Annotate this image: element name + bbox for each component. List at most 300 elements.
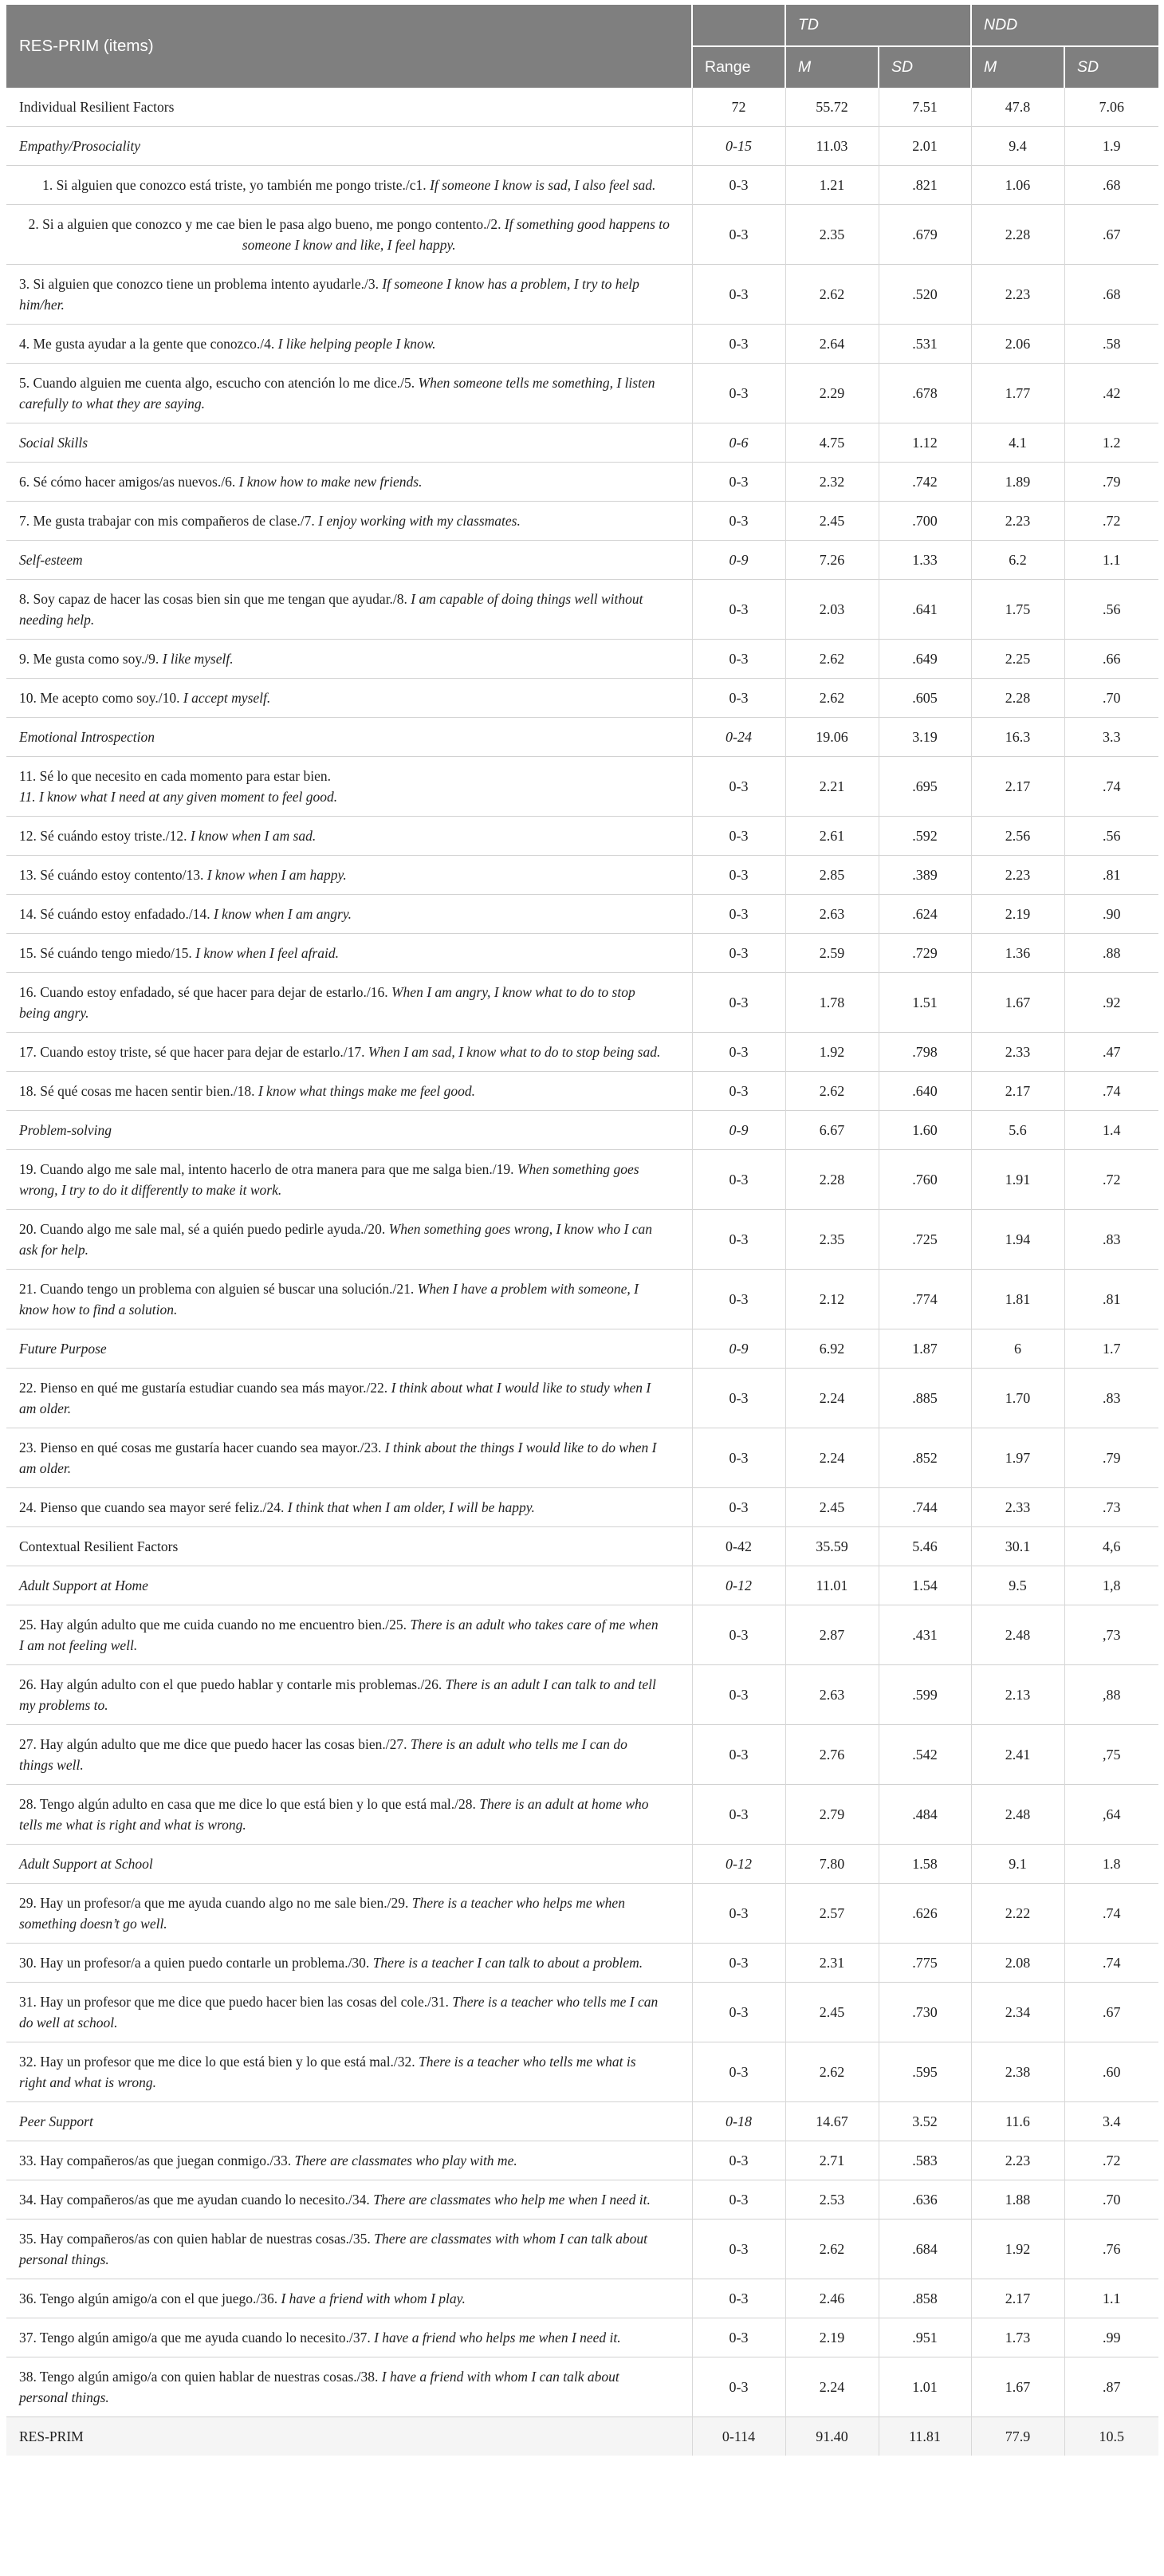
- item-cell: [6, 1210, 692, 1270]
- item-text-english: I have a friend with whom I can talk about personal things.: [19, 2369, 619, 2405]
- ndd-mean-cell: 2.17: [971, 757, 1064, 817]
- range-cell: 0-3: [692, 2279, 785, 2318]
- ndd-sd-cell: .67: [1064, 1983, 1158, 2042]
- item-text-english: There is a teacher who helps me when something doesn’t go well.: [19, 1895, 625, 1932]
- ndd-mean-cell: 1.89: [971, 463, 1064, 502]
- item-text-english: If someone I know has a problem, I try to help him/her.: [19, 276, 639, 313]
- td-sd-cell: .595: [879, 2042, 971, 2102]
- table-row: [6, 166, 1158, 205]
- item-cell: [6, 1665, 692, 1725]
- item-text-spanish: 15. Sé cuándo tengo miedo/15.: [19, 945, 192, 961]
- item-text-english: There is an adult who tells me I can do things well.: [19, 1736, 627, 1773]
- item-text-english: When I am sad, I know what to do to stop being sad.: [368, 1044, 661, 1060]
- table-row: [6, 541, 1158, 580]
- item-cell: [6, 1983, 692, 2042]
- ndd-mean-cell: 30.1: [971, 1527, 1064, 1566]
- range-cell: 0-3: [692, 463, 785, 502]
- ndd-mean-cell: 1.70: [971, 1369, 1064, 1428]
- td-mean-cell: 1.78: [785, 973, 879, 1033]
- ndd-sd-cell: .68: [1064, 166, 1158, 205]
- item-cell: [6, 325, 692, 364]
- range-cell: 0-3: [692, 1983, 785, 2042]
- table-row: [6, 895, 1158, 934]
- table-row: [6, 1884, 1158, 1944]
- item-cell: [6, 2042, 692, 2102]
- ndd-mean-cell: 2.08: [971, 1944, 1064, 1983]
- ndd-mean-cell: 2.38: [971, 2042, 1064, 2102]
- td-mean-cell: 2.53: [785, 2180, 879, 2220]
- range-cell: 0-3: [692, 1150, 785, 1210]
- item-cell: [6, 1785, 692, 1845]
- ndd-mean-cell: 2.22: [971, 1884, 1064, 1944]
- ndd-mean-cell: 2.23: [971, 265, 1064, 325]
- td-mean-cell: 2.29: [785, 364, 879, 423]
- item-cell: [6, 2318, 692, 2357]
- item-text-english: I know when I am sad.: [190, 828, 317, 844]
- ndd-sd-cell: 1.1: [1064, 541, 1158, 580]
- ndd-mean-cell: 1.75: [971, 580, 1064, 640]
- td-mean-cell: 2.61: [785, 817, 879, 856]
- ndd-mean-cell: 1.06: [971, 166, 1064, 205]
- item-text-english: There is an adult who takes care of me when I am not feeling well.: [19, 1617, 659, 1653]
- table-row: [6, 1033, 1158, 1072]
- item-text-english: When I have a problem with someone, I know how to find a solution.: [19, 1281, 639, 1318]
- item-cell: [6, 2357, 692, 2417]
- ndd-sd-cell: .70: [1064, 2180, 1158, 2220]
- td-sd-cell: .641: [879, 580, 971, 640]
- table-row: [6, 2042, 1158, 2102]
- ndd-mean-cell: 9.1: [971, 1845, 1064, 1884]
- item-text-english: When something goes wrong, I know who I can ask for help.: [19, 1221, 652, 1258]
- td-mean-cell: 2.76: [785, 1725, 879, 1785]
- td-sd-cell: 3.19: [879, 718, 971, 757]
- item-text-english: I know how to make new friends.: [238, 474, 423, 490]
- td-mean-cell: 2.64: [785, 325, 879, 364]
- table-row: [6, 1785, 1158, 1845]
- td-sd-cell: 1.01: [879, 2357, 971, 2417]
- ndd-sd-cell: .60: [1064, 2042, 1158, 2102]
- table-row: [6, 1665, 1158, 1725]
- td-mean-cell: 2.35: [785, 1210, 879, 1270]
- item-text-english: When something goes wrong, I try to do it differently to make it work.: [19, 1161, 639, 1198]
- subscale-label: Self-esteem: [6, 541, 692, 580]
- ndd-mean-cell: 2.48: [971, 1605, 1064, 1665]
- item-cell: [6, 2180, 692, 2220]
- range-cell: 0-3: [692, 364, 785, 423]
- item-text-spanish: 3. Si alguien que conozco tiene un problema intento ayudarle./3.: [19, 276, 379, 292]
- td-sd-cell: .852: [879, 1428, 971, 1488]
- ndd-sd-cell: .68: [1064, 265, 1158, 325]
- ndd-sd-cell: .81: [1064, 856, 1158, 895]
- item-text-spanish: 37. Tengo algún amigo/a que me ayuda cuando lo necesito./37.: [19, 2330, 371, 2346]
- td-sd-cell: 1.54: [879, 1566, 971, 1605]
- item-text-english: If something good happens to someone I know and like, I feel happy.: [242, 216, 670, 253]
- item-text-english: There are classmates who play with me.: [294, 2153, 517, 2168]
- range-cell: 0-18: [692, 2102, 785, 2141]
- range-cell: 0-42: [692, 1527, 785, 1566]
- table-row: [6, 325, 1158, 364]
- td-mean-cell: 2.24: [785, 2357, 879, 2417]
- item-text-english: There are classmates who help me when I need it.: [373, 2192, 651, 2208]
- ndd-sd-cell: .83: [1064, 1210, 1158, 1270]
- table-row: [6, 757, 1158, 817]
- ndd-sd-cell: .81: [1064, 1270, 1158, 1329]
- ndd-mean-cell: 1.91: [971, 1150, 1064, 1210]
- table-row: [6, 2141, 1158, 2180]
- item-text-spanish: 22. Pienso en qué me gustaría estudiar cuando sea más mayor./22.: [19, 1380, 388, 1396]
- td-mean-cell: 2.28: [785, 1150, 879, 1210]
- td-mean-cell: 14.67: [785, 2102, 879, 2141]
- header-group-ndd: NDD: [971, 5, 1158, 46]
- range-cell: 0-6: [692, 423, 785, 463]
- item-cell: [6, 463, 692, 502]
- range-cell: 0-3: [692, 1725, 785, 1785]
- ndd-mean-cell: 2.56: [971, 817, 1064, 856]
- range-cell: 0-3: [692, 265, 785, 325]
- td-mean-cell: 19.06: [785, 718, 879, 757]
- item-text-spanish: 17. Cuando estoy triste, sé que hacer para dejar de estarlo./17.: [19, 1044, 365, 1060]
- td-mean-cell: 2.35: [785, 205, 879, 265]
- item-cell: [6, 856, 692, 895]
- ndd-sd-cell: .72: [1064, 502, 1158, 541]
- ndd-mean-cell: 2.23: [971, 856, 1064, 895]
- ndd-mean-cell: 47.8: [971, 88, 1064, 127]
- ndd-sd-cell: .83: [1064, 1369, 1158, 1428]
- table-row: [6, 1210, 1158, 1270]
- td-sd-cell: .624: [879, 895, 971, 934]
- item-text-english: When I am angry, I know what to do to stop being angry.: [19, 984, 635, 1021]
- ndd-sd-cell: .88: [1064, 934, 1158, 973]
- subscale-label: Peer Support: [6, 2102, 692, 2141]
- td-mean-cell: 2.45: [785, 1488, 879, 1527]
- ndd-mean-cell: 2.33: [971, 1488, 1064, 1527]
- range-cell: 0-12: [692, 1566, 785, 1605]
- item-text-spanish: 4. Me gusta ayudar a la gente que conozco./4.: [19, 336, 275, 352]
- range-cell: 0-3: [692, 502, 785, 541]
- item-cell: [6, 1270, 692, 1329]
- range-cell: 0-3: [692, 580, 785, 640]
- td-sd-cell: .798: [879, 1033, 971, 1072]
- td-sd-cell: 1.51: [879, 973, 971, 1033]
- td-mean-cell: 2.62: [785, 640, 879, 679]
- td-mean-cell: 1.21: [785, 166, 879, 205]
- td-sd-cell: .640: [879, 1072, 971, 1111]
- table-row: [6, 423, 1158, 463]
- range-cell: 0-3: [692, 1944, 785, 1983]
- table-row: [6, 1725, 1158, 1785]
- range-cell: 0-3: [692, 2180, 785, 2220]
- item-text-english: When someone tells me something, I listen carefully to what they are saying.: [19, 375, 655, 412]
- item-cell: [6, 817, 692, 856]
- item-text-english: There is a teacher I can talk to about a problem.: [372, 1955, 643, 1971]
- td-mean-cell: 11.03: [785, 127, 879, 166]
- ndd-mean-cell: 2.48: [971, 1785, 1064, 1845]
- table-row: [6, 1605, 1158, 1665]
- range-cell: 0-12: [692, 1845, 785, 1884]
- ndd-sd-cell: .70: [1064, 679, 1158, 718]
- item-text-spanish: 35. Hay compañeros/as con quien hablar de nuestras cosas./35.: [19, 2231, 371, 2247]
- ndd-sd-cell: ,64: [1064, 1785, 1158, 1845]
- table-row: [6, 265, 1158, 325]
- td-mean-cell: 2.62: [785, 2220, 879, 2279]
- td-sd-cell: .725: [879, 1210, 971, 1270]
- range-cell: 0-3: [692, 205, 785, 265]
- ndd-sd-cell: ,88: [1064, 1665, 1158, 1725]
- item-text-english: I enjoy working with my classmates.: [318, 513, 521, 529]
- td-sd-cell: .700: [879, 502, 971, 541]
- ndd-mean-cell: 2.23: [971, 2141, 1064, 2180]
- td-sd-cell: .531: [879, 325, 971, 364]
- td-mean-cell: 4.75: [785, 423, 879, 463]
- header-items-label: RES-PRIM (items): [6, 5, 692, 88]
- res-prim-descriptives-table: [6, 5, 1158, 2456]
- ndd-sd-cell: 1.8: [1064, 1845, 1158, 1884]
- item-cell: [6, 1033, 692, 1072]
- item-cell: [6, 973, 692, 1033]
- item-text-spanish: 1. Si alguien que conozco está triste, yo también me pongo triste./c1.: [42, 177, 427, 193]
- td-sd-cell: .684: [879, 2220, 971, 2279]
- item-cell: [6, 679, 692, 718]
- table-row: [6, 1270, 1158, 1329]
- td-sd-cell: .821: [879, 166, 971, 205]
- range-cell: 0-3: [692, 895, 785, 934]
- ndd-sd-cell: 3.4: [1064, 2102, 1158, 2141]
- item-cell: [6, 364, 692, 423]
- ndd-sd-cell: 1.2: [1064, 423, 1158, 463]
- td-mean-cell: 2.31: [785, 1944, 879, 1983]
- ndd-sd-cell: .73: [1064, 1488, 1158, 1527]
- item-text-spanish: 25. Hay algún adulto que me cuida cuando no me encuentro bien./25.: [19, 1617, 407, 1633]
- range-cell: 0-3: [692, 1369, 785, 1428]
- td-mean-cell: 2.57: [785, 1884, 879, 1944]
- ndd-mean-cell: 1.97: [971, 1428, 1064, 1488]
- ndd-mean-cell: 9.5: [971, 1566, 1064, 1605]
- td-sd-cell: .431: [879, 1605, 971, 1665]
- item-text-english: There is an adult I can talk to and tell my problems to.: [19, 1676, 656, 1713]
- item-text-spanish: 23. Pienso en qué cosas me gustaría hacer cuando sea mayor./23.: [19, 1440, 382, 1455]
- td-sd-cell: .679: [879, 205, 971, 265]
- range-cell: 0-3: [692, 1665, 785, 1725]
- table-row: [6, 2279, 1158, 2318]
- table-row: [6, 1329, 1158, 1369]
- range-cell: 0-15: [692, 127, 785, 166]
- td-sd-cell: .626: [879, 1884, 971, 1944]
- table-row: [6, 1983, 1158, 2042]
- td-sd-cell: .760: [879, 1150, 971, 1210]
- td-sd-cell: .542: [879, 1725, 971, 1785]
- td-sd-cell: .583: [879, 2141, 971, 2180]
- td-sd-cell: .774: [879, 1270, 971, 1329]
- td-mean-cell: 2.24: [785, 1369, 879, 1428]
- ndd-sd-cell: .72: [1064, 2141, 1158, 2180]
- ndd-mean-cell: 1.67: [971, 973, 1064, 1033]
- td-sd-cell: .636: [879, 2180, 971, 2220]
- range-cell: 0-3: [692, 973, 785, 1033]
- subscale-label: Adult Support at School: [6, 1845, 692, 1884]
- td-mean-cell: 55.72: [785, 88, 879, 127]
- td-mean-cell: 91.40: [785, 2417, 879, 2456]
- td-mean-cell: 2.62: [785, 679, 879, 718]
- td-mean-cell: 2.63: [785, 895, 879, 934]
- item-text-english: I know when I am angry.: [213, 906, 352, 922]
- ndd-sd-cell: 1.1: [1064, 2279, 1158, 2318]
- item-text-spanish: 11. Sé lo que necesito en cada momento para estar bien.: [19, 768, 332, 784]
- td-sd-cell: 1.58: [879, 1845, 971, 1884]
- table-row: [6, 934, 1158, 973]
- table-row: [6, 817, 1158, 856]
- item-text-spanish: 8. Soy capaz de hacer las cosas bien sin que me tengan que ayudar./8.: [19, 591, 407, 607]
- ndd-sd-cell: .74: [1064, 757, 1158, 817]
- td-sd-cell: .730: [879, 1983, 971, 2042]
- item-cell: [6, 1369, 692, 1428]
- table-row: [6, 502, 1158, 541]
- item-text-english: I like helping people I know.: [277, 336, 436, 352]
- item-text-english: I think about the things I would like to do when I am older.: [19, 1440, 657, 1476]
- item-text-english: If someone I know is sad, I also feel sad.: [430, 177, 656, 193]
- ndd-mean-cell: 2.13: [971, 1665, 1064, 1725]
- td-mean-cell: 2.62: [785, 1072, 879, 1111]
- range-cell: 0-3: [692, 679, 785, 718]
- td-sd-cell: .599: [879, 1665, 971, 1725]
- range-cell: 0-114: [692, 2417, 785, 2456]
- ndd-mean-cell: 1.92: [971, 2220, 1064, 2279]
- range-cell: 0-3: [692, 325, 785, 364]
- ndd-sd-cell: .79: [1064, 463, 1158, 502]
- item-cell: [6, 1725, 692, 1785]
- ndd-sd-cell: 3.3: [1064, 718, 1158, 757]
- td-mean-cell: 2.03: [785, 580, 879, 640]
- item-cell: [6, 934, 692, 973]
- header-ndd-m: M: [971, 46, 1064, 88]
- item-text-spanish: 31. Hay un profesor que me dice que puedo hacer bien las cosas del cole./31.: [19, 1994, 449, 2010]
- item-cell: [6, 205, 692, 265]
- td-mean-cell: 2.71: [785, 2141, 879, 2180]
- ndd-mean-cell: 2.28: [971, 205, 1064, 265]
- section-label: Individual Resilient Factors: [19, 99, 175, 115]
- td-mean-cell: 6.92: [785, 1329, 879, 1369]
- table-row: [6, 2220, 1158, 2279]
- table-row: [6, 1369, 1158, 1428]
- td-mean-cell: 2.59: [785, 934, 879, 973]
- td-mean-cell: 2.87: [785, 1605, 879, 1665]
- item-text-english: There is a teacher who tells me what is right and what is wrong.: [19, 2054, 636, 2090]
- td-mean-cell: 2.12: [785, 1270, 879, 1329]
- ndd-sd-cell: 10.5: [1064, 2417, 1158, 2456]
- table-row: [6, 640, 1158, 679]
- td-sd-cell: .744: [879, 1488, 971, 1527]
- item-cell: [6, 1884, 692, 1944]
- table-row: [6, 1845, 1158, 1884]
- table-row: [6, 1566, 1158, 1605]
- ndd-mean-cell: 1.77: [971, 364, 1064, 423]
- range-cell: 0-3: [692, 1428, 785, 1488]
- ndd-mean-cell: 11.6: [971, 2102, 1064, 2141]
- item-text-spanish: 21. Cuando tengo un problema con alguien sé buscar una solución./21.: [19, 1281, 415, 1297]
- ndd-sd-cell: .99: [1064, 2318, 1158, 2357]
- td-sd-cell: 2.01: [879, 127, 971, 166]
- table-row: [6, 463, 1158, 502]
- ndd-sd-cell: .47: [1064, 1033, 1158, 1072]
- table-row: [6, 2180, 1158, 2220]
- table-row: [6, 679, 1158, 718]
- subscale-label: Problem-solving: [6, 1111, 692, 1150]
- td-sd-cell: 11.81: [879, 2417, 971, 2456]
- ndd-sd-cell: .67: [1064, 205, 1158, 265]
- item-text-spanish: 14. Sé cuándo estoy enfadado./14.: [19, 906, 210, 922]
- ndd-mean-cell: 2.33: [971, 1033, 1064, 1072]
- ndd-mean-cell: 1.73: [971, 2318, 1064, 2357]
- range-cell: 0-3: [692, 2357, 785, 2417]
- range-cell: 72: [692, 88, 785, 127]
- table-row: [6, 205, 1158, 265]
- td-mean-cell: 2.46: [785, 2279, 879, 2318]
- td-mean-cell: 2.62: [785, 265, 879, 325]
- table-row: [6, 1072, 1158, 1111]
- ndd-sd-cell: .66: [1064, 640, 1158, 679]
- ndd-sd-cell: .76: [1064, 2220, 1158, 2279]
- item-text-english: I have a friend with whom I play.: [281, 2290, 466, 2306]
- td-sd-cell: .885: [879, 1369, 971, 1428]
- table-row: [6, 127, 1158, 166]
- table-body: [6, 88, 1158, 2456]
- item-cell: [6, 1605, 692, 1665]
- header-group-row: [6, 5, 1158, 46]
- subscale-label: Social Skills: [6, 423, 692, 463]
- td-mean-cell: 2.85: [785, 856, 879, 895]
- table-row: [6, 1150, 1158, 1210]
- item-text-spanish: 36. Tengo algún amigo/a con el que juego./36.: [19, 2290, 278, 2306]
- td-mean-cell: 35.59: [785, 1527, 879, 1566]
- ndd-mean-cell: 2.25: [971, 640, 1064, 679]
- ndd-mean-cell: 1.67: [971, 2357, 1064, 2417]
- range-cell: 0-3: [692, 757, 785, 817]
- range-cell: 0-3: [692, 1884, 785, 1944]
- td-sd-cell: .520: [879, 265, 971, 325]
- item-cell: [6, 2279, 692, 2318]
- item-text-spanish: 29. Hay un profesor/a que me ayuda cuando algo no me sale bien./29.: [19, 1895, 409, 1911]
- td-sd-cell: .484: [879, 1785, 971, 1845]
- range-cell: 0-9: [692, 1111, 785, 1150]
- td-mean-cell: 2.63: [785, 1665, 879, 1725]
- td-mean-cell: 11.01: [785, 1566, 879, 1605]
- ndd-mean-cell: 2.17: [971, 1072, 1064, 1111]
- subscale-label: Future Purpose: [6, 1329, 692, 1369]
- td-mean-cell: 7.26: [785, 541, 879, 580]
- item-cell: [6, 580, 692, 640]
- item-text-spanish: 26. Hay algún adulto con el que puedo hablar y contarle mis problemas./26.: [19, 1676, 442, 1692]
- td-sd-cell: .775: [879, 1944, 971, 1983]
- range-cell: 0-3: [692, 934, 785, 973]
- ndd-mean-cell: 1.81: [971, 1270, 1064, 1329]
- item-text-english: There is a teacher who tells me I can do well at school.: [19, 1994, 659, 2030]
- td-sd-cell: 1.12: [879, 423, 971, 463]
- item-text-spanish: 33. Hay compañeros/as que juegan conmigo./33.: [19, 2153, 292, 2168]
- subscale-label: Adult Support at Home: [6, 1566, 692, 1605]
- item-text-spanish: 2. Si a alguien que conozco y me cae bien le pasa algo bueno, me pongo contento./2.: [28, 216, 501, 232]
- ndd-sd-cell: .90: [1064, 895, 1158, 934]
- item-text-english: I think that when I am older, I will be happy.: [287, 1499, 535, 1515]
- item-cell: [6, 1150, 692, 1210]
- range-cell: 0-3: [692, 1785, 785, 1845]
- td-mean-cell: 2.21: [785, 757, 879, 817]
- header-td-sd: SD: [879, 46, 971, 88]
- ndd-sd-cell: .87: [1064, 2357, 1158, 2417]
- range-cell: 0-3: [692, 1605, 785, 1665]
- item-text-spanish: 16. Cuando estoy enfadado, sé que hacer para dejar de estarlo./16.: [19, 984, 388, 1000]
- ndd-sd-cell: .56: [1064, 817, 1158, 856]
- item-cell: [6, 1944, 692, 1983]
- item-text-spanish: 18. Sé qué cosas me hacen sentir bien./18.: [19, 1083, 255, 1099]
